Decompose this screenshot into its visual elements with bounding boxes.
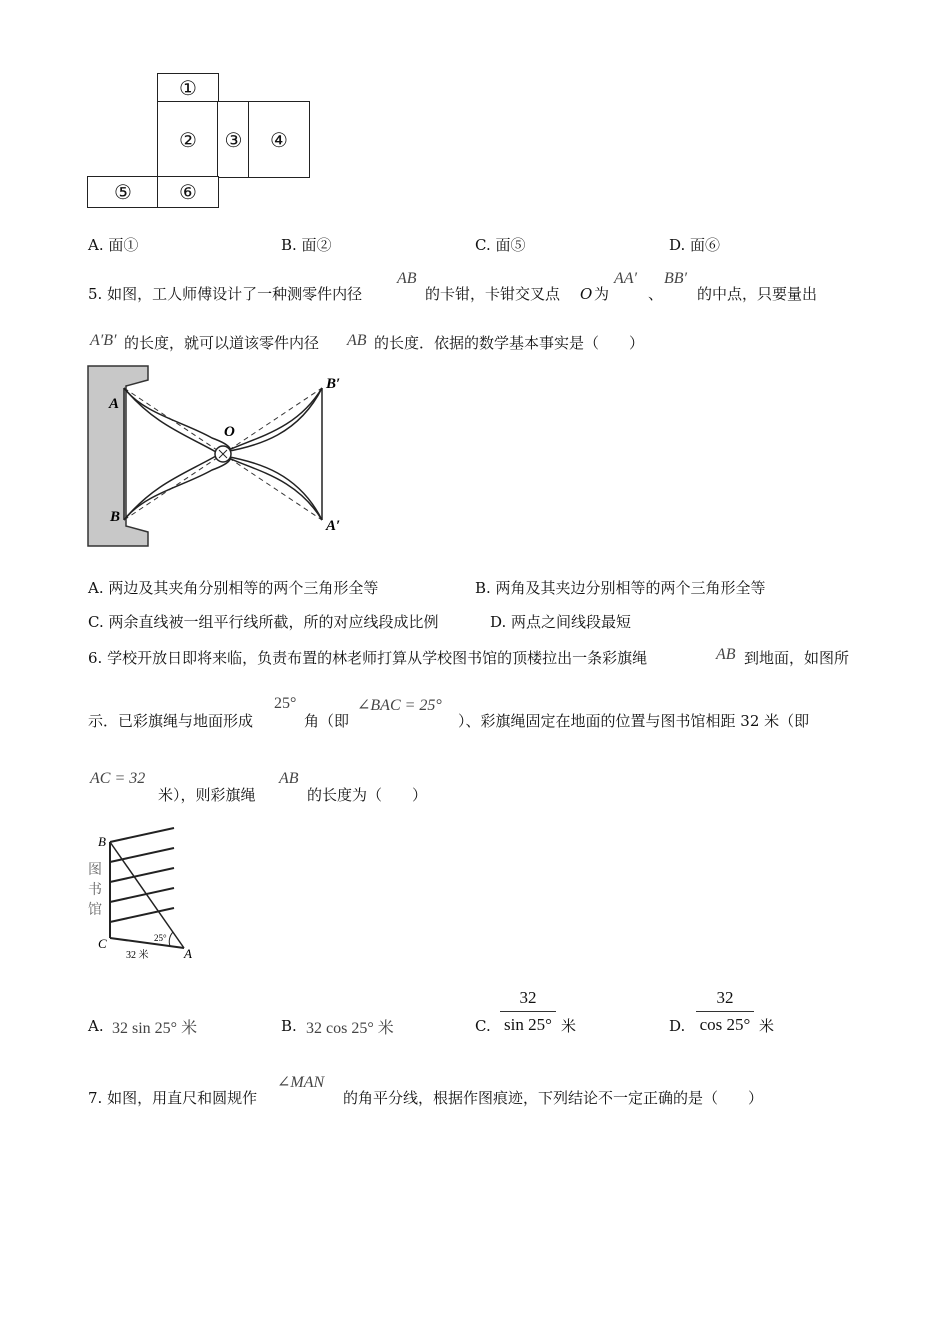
q5-math-ab: AB (397, 270, 417, 287)
label-angle: 25° (154, 933, 167, 943)
q6-option-d-fraction (696, 988, 754, 1035)
q6-math-bac: ∠BAC = 25° (357, 697, 442, 714)
q4-option-a: A. 面① (88, 236, 139, 254)
q6-text-2: 到地面，如图所 (744, 649, 850, 667)
q6-option-c-fraction (500, 988, 556, 1035)
q6-option-b-expr: 32 cos 25° 米 (306, 1020, 394, 1037)
net-face-3: ③ (217, 101, 250, 178)
label-o: O (224, 424, 235, 440)
q6-text-7: 的长度为（ ） (307, 786, 428, 804)
q6-option-d-denominator: cos 25° (699, 1015, 751, 1034)
q6-option-b-label: B. (281, 1017, 297, 1035)
q6-math-ac: AC = 32 (90, 770, 146, 787)
q5-option-d: D. 两点之间线段最短 (490, 613, 632, 631)
flag-line-4 (110, 888, 174, 902)
label-distance: 32 米 (126, 950, 149, 961)
q6-option-a-label: A. (88, 1017, 104, 1035)
q5-option-c: C. 两余直线被一组平行线所截，所的对应线段成比例 (88, 613, 439, 631)
label-ap: A′ (326, 518, 341, 534)
net-face-5: ⑤ (87, 176, 159, 208)
q7-text-1: 7. 如图，用直尺和圆规作 (88, 1089, 258, 1107)
flag-line-1 (110, 828, 174, 842)
q5-math-bb: BB′ (664, 270, 688, 287)
q6-option-d-unit: 米 (759, 1017, 775, 1035)
label-library-1: 图 (88, 863, 102, 878)
q6-option-d-label: D. (669, 1017, 686, 1035)
net-face-4: ④ (248, 101, 310, 178)
net-face-6: ⑥ (157, 176, 219, 208)
q7-text-2: 的角平分线，根据作图痕迹，下列结论不一定正确的是（ ） (343, 1089, 764, 1107)
angle-arc (169, 932, 173, 946)
q6-math-ab: AB (716, 646, 736, 663)
q6-text-5: ）、彩旗绳固定在地面的位置与图书馆相距 32 米（即 (458, 712, 810, 730)
label-b: B (110, 509, 121, 525)
label-library-2: 书 (88, 883, 102, 898)
flag-line-3 (110, 868, 174, 882)
net-face-2: ② (157, 101, 219, 178)
q6-option-a-expr: 32 sin 25° 米 (112, 1020, 198, 1037)
label-c: C (98, 936, 107, 951)
q5-option-b: B. 两角及其夹边分别相等的两个三角形全等 (475, 579, 766, 597)
q5-text-1: 5. 如图，工人师傅设计了一种测零件内径 (88, 285, 363, 303)
q6-text-3: 示．已彩旗绳与地面形成 (88, 712, 254, 730)
q6-option-d-numerator: 32 (716, 988, 734, 1007)
q5-math-apbp: A′B′ (90, 332, 117, 349)
library-figure (84, 824, 194, 964)
q5-math-aa: AA′ (614, 270, 638, 287)
q6-option-c-unit: 米 (561, 1017, 577, 1035)
label-a: A (184, 946, 192, 961)
q5-text-4: 的中点，只要量出 (697, 285, 818, 303)
q6-text-4: 角（即 (304, 712, 350, 730)
q5-text-5: 的长度，就可以道该零件内径 (124, 334, 320, 352)
q6-option-c-denominator: sin 25° (504, 1015, 552, 1034)
q5-text-2: 的卡钳，卡钳交叉点 (425, 285, 561, 303)
q5-math-ab3: AB (347, 332, 367, 349)
q6-option-d-bar (696, 1011, 754, 1012)
q5-sep: 、 (648, 285, 664, 303)
q6-math-25: 25° (274, 695, 297, 712)
q6-option-c-label: C. (475, 1017, 491, 1035)
label-bp: B′ (326, 376, 341, 392)
q5-text-3: 为 (594, 285, 610, 303)
label-library-3: 馆 (88, 903, 102, 918)
ground-line (110, 938, 184, 948)
q7-math-man: ∠MAN (277, 1074, 325, 1091)
q6-option-c-bar (500, 1011, 556, 1012)
q6-math-ab2: AB (279, 770, 299, 787)
label-a: A (109, 396, 120, 412)
q4-option-c: C. 面⑤ (475, 236, 526, 254)
q6-option-c-numerator: 32 (519, 988, 537, 1007)
q5-text-6: 的长度．依据的数学基本事实是（ ） (374, 334, 645, 352)
label-b: B (98, 834, 106, 849)
caliper-figure (84, 364, 354, 554)
q5-point-o: O (580, 285, 593, 303)
net-face-1: ① (157, 73, 219, 103)
q6-text-6: 米），则彩旗绳 (158, 786, 256, 804)
q6-text-1: 6. 学校开放日即将来临，负责布置的林老师打算从学校图书馆的顶楼拉出一条彩旗绳 (88, 649, 648, 667)
q4-option-d: D. 面⑥ (669, 236, 721, 254)
q4-option-b: B. 面② (281, 236, 332, 254)
q5-option-a: A. 两边及其夹角分别相等的两个三角形全等 (88, 579, 379, 597)
